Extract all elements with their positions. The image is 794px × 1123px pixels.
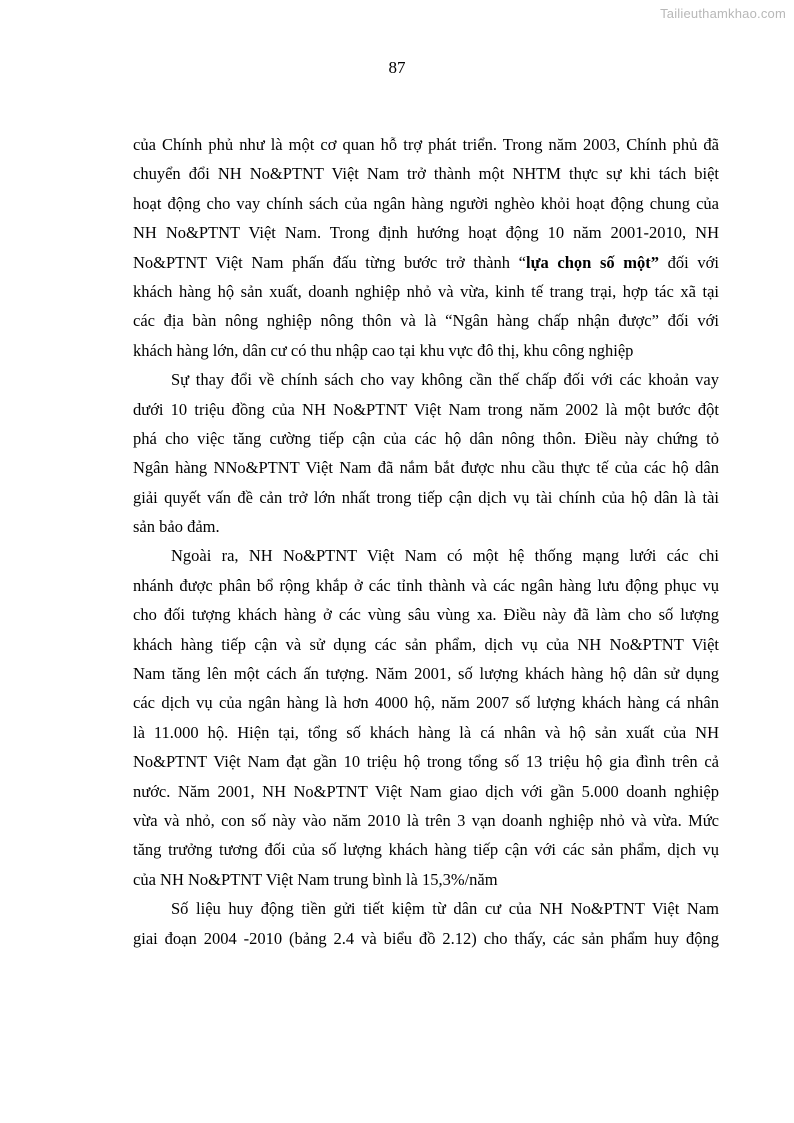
emphasized-phrase: lựa chọn số một” <box>525 252 660 272</box>
page-number: 87 <box>388 58 406 77</box>
text-line <box>133 248 719 277</box>
text-line: No&PTNT Việt Nam đạt gần 10 triệu hộ trong tổng số 13 triệu hộ gia đình trên cả <box>133 752 719 772</box>
text-line: hoạt động cho vay chính sách của ngân hàng người nghèo khỏi hoạt động chung của <box>133 193 719 213</box>
text-line: khách hàng lớn, dân cư có thu nhập cao tại khu vực đô thị, khu công nghiệp <box>133 340 634 360</box>
text-line: chuyển đổi NH No&PTNT Việt Nam trở thành một NHTM thực sự khi tách biệt <box>133 164 719 184</box>
text-line: của Chính phủ như là một cơ quan hỗ trợ phát triển. Trong năm 2003, Chính phủ đã <box>133 135 719 154</box>
paragraph-1 <box>133 130 719 365</box>
text-line: của NH No&PTNT Việt Nam trung bình là 15,3%/năm <box>133 869 498 889</box>
text-line: sản bảo đảm. <box>133 517 220 537</box>
text-line: Ngoài ra, NH No&PTNT Việt Nam có một hệ thống mạng lưới các chi <box>171 546 719 566</box>
text-line: Nam tăng lên một cách ấn tượng. Năm 2001, số lượng khách hàng hộ dân sử dụng <box>133 664 719 684</box>
text-line: dưới 10 triệu đồng của NH No&PTNT Việt Nam trong năm 2002 là một bước đột <box>133 399 719 419</box>
text-line: các dịch vụ của ngân hàng là hơn 4000 hộ, năm 2007 số lượng khách hàng cá nhân <box>133 693 719 713</box>
text-line: tăng trưởng tương đối của số lượng khách hàng tiếp cận với các sản phẩm, dịch vụ <box>133 840 719 860</box>
text-line: Sự thay đổi về chính sách cho vay không cần thế chấp đối với các khoản vay <box>171 370 719 390</box>
text-line: vừa và nhỏ, con số này vào năm 2010 là trên 3 vạn doanh nghiệp nhỏ và vừa. Mức <box>133 810 719 830</box>
text-line: NH No&PTNT Việt Nam. Trong định hướng hoạt động 10 năm 2001-2010, NH <box>133 223 719 243</box>
paragraph-3 <box>133 541 719 894</box>
text-line: khách hàng hộ sản xuất, doanh nghiệp nhỏ và vừa, kinh tế trang trại, hợp tác xã tại <box>133 281 719 301</box>
text-line: giải quyết vấn đề cản trở lớn nhất trong tiếp cận dịch vụ tài chính của hộ dân là tài <box>133 487 719 507</box>
watermark-text: Tailieuthamkhao.com <box>660 6 786 21</box>
text-line: khách hàng tiếp cận và sử dụng các sản phẩm, dịch vụ của NH No&PTNT Việt <box>133 634 719 654</box>
text-segment: đối với <box>659 252 719 272</box>
text-line: giai đoạn 2004 -2010 (bảng 2.4 và biểu đồ 2.12) cho thấy, các sản phẩm huy động <box>133 928 719 948</box>
paragraph-2 <box>133 365 719 541</box>
text-line: phá cho việc tăng cường tiếp cận của các hộ dân nông thôn. Điều này chứng tỏ <box>133 428 719 448</box>
text-line: Ngân hàng NNo&PTNT Việt Nam đã nắm bắt được nhu cầu thực tế của các hộ dân <box>133 458 719 478</box>
text-segment: No&PTNT Việt Nam phấn đấu từng bước trở thành “ <box>133 252 526 272</box>
text-line: nước. Năm 2001, NH No&PTNT Việt Nam giao dịch với gần 5.000 doanh nghiệp <box>133 781 719 801</box>
text-line: là 11.000 hộ. Hiện tại, tổng số khách hàng là cá nhân và hộ sản xuất của NH <box>133 722 719 742</box>
paragraph-4 <box>133 894 719 953</box>
text-line: cho đối tượng khách hàng ở các vùng sâu vùng xa. Điều này đã làm cho số lượng <box>133 605 719 625</box>
text-line: các địa bàn nông nghiệp nông thôn và là “Ngân hàng chấp nhận được” đối với <box>133 311 719 331</box>
body-text <box>133 130 719 953</box>
text-line: nhánh được phân bổ rộng khắp ở các tỉnh thành và các ngân hàng lưu động phục vụ <box>133 575 719 595</box>
text-line: Số liệu huy động tiền gửi tiết kiệm từ dân cư của NH No&PTNT Việt Nam <box>171 899 719 919</box>
